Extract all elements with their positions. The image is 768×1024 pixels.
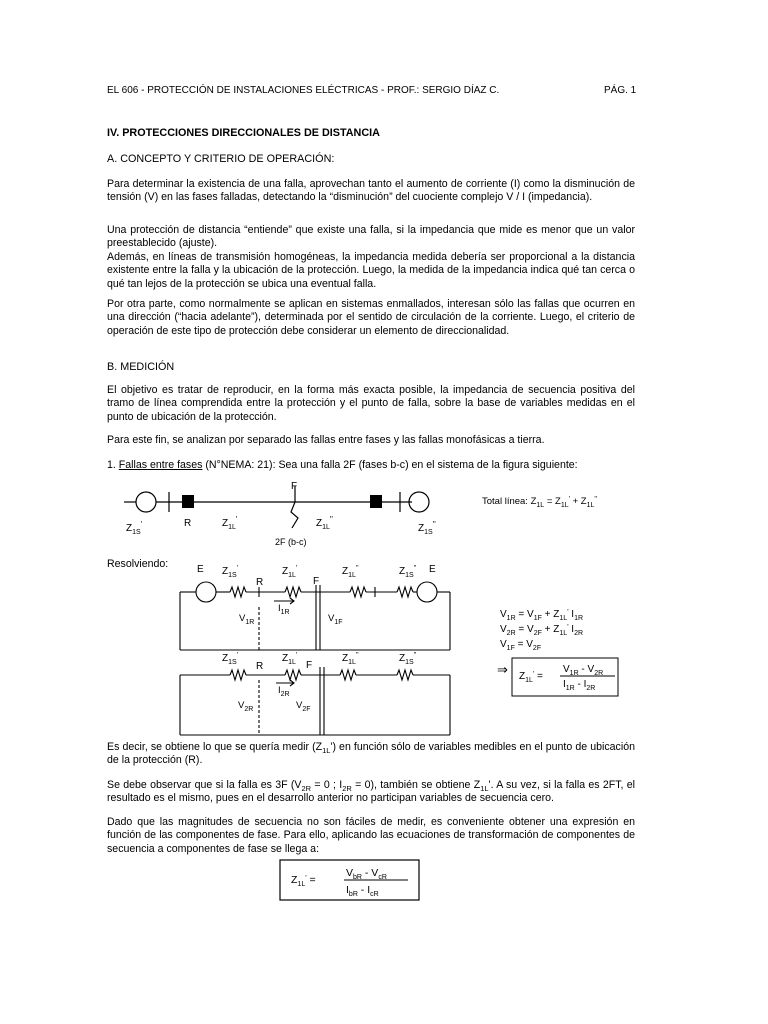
section-title: IV. PROTECCIONES DIRECCIONALES DE DISTANCIA <box>107 127 380 139</box>
subsection-a-title: A. CONCEPTO Y CRITERIO DE OPERACIÓN: <box>107 153 335 165</box>
z1s-right-label-2: $Z_{1S}''$ <box>399 565 417 579</box>
source-left-symbol <box>136 492 156 512</box>
result-lhs: $Z_{1L}'$ = <box>519 671 543 684</box>
subsection-b-title: B. MEDICIÓN <box>107 361 175 373</box>
z2s-right-resistor <box>397 670 413 680</box>
single-line-diagram <box>100 478 640 550</box>
fault-type-label: 2F (b-c) <box>275 537 307 547</box>
final-lhs: $Z_{1L}'$ = <box>291 874 316 888</box>
source-e-right <box>417 582 437 602</box>
result-numerator: $V_{1R} - V_{2R}$ <box>563 664 604 677</box>
i2r-label: $I_{2R}$ <box>278 685 290 698</box>
item-1-text: (N°NEMA: 21): Sea una falla 2F (fases b-c) en el sistema de la figura siguiente: <box>202 459 578 471</box>
page-header-title: EL 606 - PROTECCIÓN DE INSTALACIONES ELÉCTRICAS - PROF.: SERGIO DÍAZ C. <box>107 85 500 96</box>
v1r-label: $V_{1R}$ <box>239 613 255 626</box>
e-left-label: E <box>197 564 204 575</box>
item-1-underlined: Fallas entre fases <box>118 459 203 471</box>
z2s-left-resistor <box>230 670 246 680</box>
result-denominator: $I_{1R} - I_{2R}$ <box>563 679 596 692</box>
z1s-right-resistor <box>397 587 413 597</box>
v2f-label: $V_{2F}$ <box>296 700 311 713</box>
z1s-left-resistor <box>230 587 246 597</box>
paragraph-a1: Para determinar la existencia de una falla, aprovechan tanto el aumento de corriente (I) como la disminución de tensión (V) en las fases falladas, detectando la “disminución” del cuociente complejo V / I (impedancia). <box>107 178 635 204</box>
v2r-label: $V_{2R}$ <box>238 700 254 713</box>
relay-label: R <box>184 518 192 529</box>
source-e-left <box>196 582 216 602</box>
z2l-left-label: $Z_{1L}'$ <box>282 652 298 666</box>
z2l-right-label: $Z_{1L}''$ <box>342 652 359 666</box>
i1r-label: $I_{1R}$ <box>278 603 290 616</box>
paragraph-b1: El objetivo es tratar de reproducir, en la forma más exacta posible, la impedancia de secuencia positiva del tramo de línea comprendida entre la protección y el punto de falla, sobre la base de variables medidas en el punto de ubicación de la protección. <box>107 384 635 423</box>
paragraph-c2: Se debe observar que si la falla es 3F ($V_{2R} = 0$ ; $I_{2R} = 0$), también se obtiene $Z_{1L}'$. A su vez, si la falla es 2FT, el resultado es el mismo, pues en el desarrollo anterior no participan variables de secuencia cero. <box>107 779 635 805</box>
f-label-neg: F <box>306 660 313 671</box>
z2l-left-resistor <box>285 670 301 680</box>
r-label-neg: R <box>256 661 264 672</box>
total-line-label: Total línea: $Z_{1L} = Z_{1L}' + Z_{1L}''$ <box>482 496 598 509</box>
page-number: PÁG. 1 <box>604 85 637 96</box>
paragraph-a4: Por otra parte, como normalmente se aplican en sistemas enmallados, interesan sólo las fallas que ocurren en una dirección (“hacia adelante”), determinada por el sentido de circulación de la corriente. Luego, el criterio de operación de este tipo de protección debe considerar un elemento de direccionalidad. <box>107 298 635 337</box>
z2l-right-resistor <box>340 670 356 680</box>
final-formula-box <box>278 858 423 904</box>
final-denominator: $I_{bR} - I_{cR}$ <box>346 884 379 898</box>
breaker-right <box>370 495 382 508</box>
z1l-right-label-2: $Z_{1L}''$ <box>342 565 359 579</box>
paragraph-c3: Dado que las magnitudes de secuencia no son fáciles de medir, es conveniente obtener una expresión en función de las componentes de fase. Para ello, aplicando las ecuaciones de transformación de componentes de secuencia a componentes de fase se llega a: <box>107 816 635 855</box>
z2s-right-label: $Z_{1S}''$ <box>399 652 417 666</box>
z1l-left-label: $Z_{1L}'$ <box>222 515 238 531</box>
z1s-left-label-2: $Z_{1S}'$ <box>222 565 239 579</box>
z1l-right-resistor <box>350 587 366 597</box>
fault-point-label: F <box>291 481 298 492</box>
final-numerator: $V_{bR} - V_{cR}$ <box>346 867 387 881</box>
equations-block <box>495 605 635 700</box>
breaker-left <box>182 495 194 508</box>
z2s-left-label: $Z_{1S}'$ <box>222 652 239 666</box>
r-label-pos: R <box>256 577 264 588</box>
z1s-right-label: $Z_{1S}''$ <box>418 520 436 536</box>
z1l-left-label-2: $Z_{1L}'$ <box>282 565 298 579</box>
z1l-right-label: $Z_{1L}''$ <box>316 515 333 531</box>
paragraph-a3: Además, en líneas de transmisión homogéneas, la impedancia medida debería ser proporcional a la distancia existente entre la falla y la ubicación de la protección. Luego, la medida de la impedancia indica qué tan cerca o qué tan lejos de la protección se ubica una eventual falla. <box>107 251 635 290</box>
sequence-network-diagram <box>170 555 470 745</box>
z1l-left-resistor <box>285 587 301 597</box>
equation-1: $V_{1R} = V_{1F} + Z_{1L}'$ $I_{1R}$ <box>500 609 584 622</box>
paragraph-c1: Es decir, se obtiene lo que se quería medir $(Z_{1L}')$ en función sólo de variables medibles en el punto de ubicación de la protección (R). <box>107 741 635 767</box>
z1s-left-label: $Z_{1S}'$ <box>126 520 143 536</box>
v1f-label: $V_{1F}$ <box>328 613 343 626</box>
item-1 <box>107 459 578 471</box>
fault-symbol <box>291 502 298 528</box>
item-1-number: 1. <box>107 459 116 471</box>
paragraph-b2: Para este fin, se analizan por separado las fallas entre fases y las fallas monofásicas a tierra. <box>107 434 545 446</box>
paragraph-a2: Una protección de distancia “entiende” que existe una falla, si la impedancia que mide es menor que un valor preestablecido (ajuste). <box>107 224 635 250</box>
resolviendo-label: Resolviendo: <box>107 558 169 570</box>
equation-3: $V_{1F} = V_{2F}$ <box>500 639 542 652</box>
f-label-pos: F <box>313 576 320 587</box>
equation-2: $V_{2R} = V_{2F} + Z_{1L}'$ $I_{2R}$ <box>500 624 584 637</box>
e-right-label: E <box>429 564 436 575</box>
implies-symbol: ⇒ <box>497 662 508 677</box>
